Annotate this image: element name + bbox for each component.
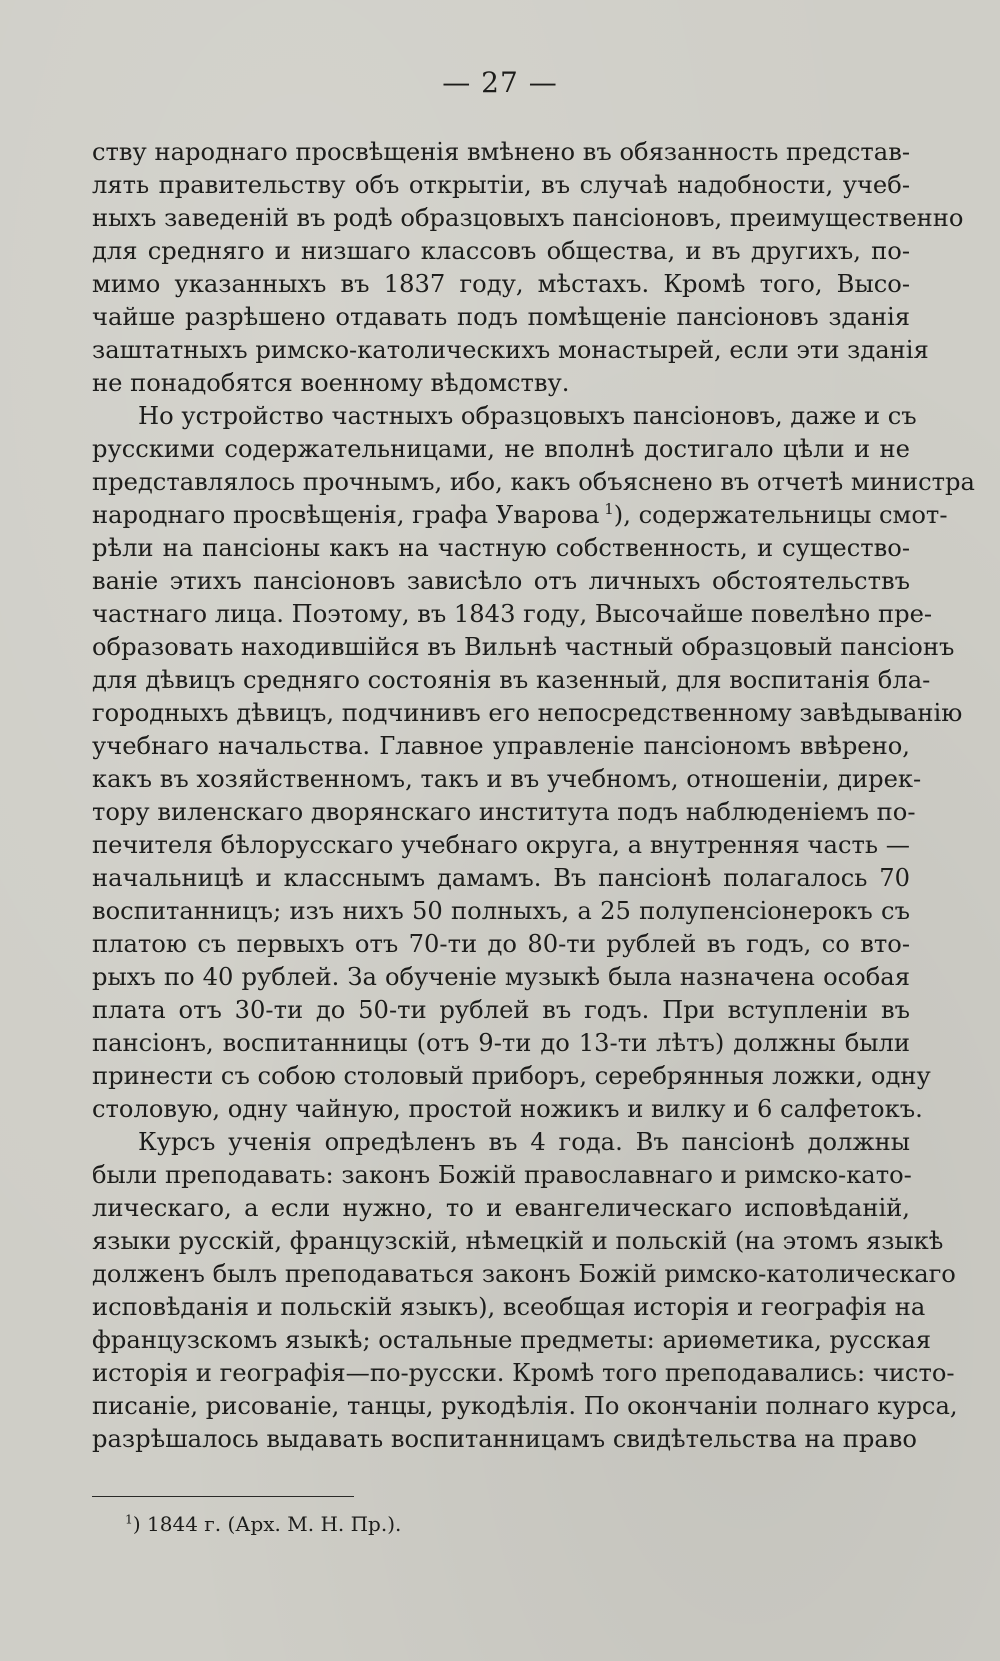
text-fragment: народнаго просвѣщенія, графа Уварова [92, 501, 600, 529]
text-line: французскомъ языкѣ; остальные предметы: ариѳметика, русская [92, 1326, 932, 1354]
page-number: — 27 — [442, 66, 558, 99]
text-line-with-footnote-ref [92, 499, 948, 532]
paragraph-start-line: Но устройство частныхъ образцовыхъ пансіоновъ, даже и съ [138, 402, 917, 430]
text-line: для дѣвицъ средняго состоянія въ казенный, для воспитанія бла- [92, 666, 931, 694]
footnote [125, 1512, 401, 1536]
text-line: лять правительству объ открытіи, въ случаѣ надобности, учеб- [92, 171, 910, 199]
text-line: не понадобятся военному вѣдомству. [92, 369, 570, 397]
text-line: принести съ собою столовый приборъ, серебрянныя ложки, одну [92, 1062, 931, 1090]
paragraph-start-line: Курсъ ученія опредѣленъ въ 4 года. Въ пансіонѣ должны [138, 1128, 910, 1156]
footnote-divider [92, 1496, 354, 1497]
text-line: русскими содержательницами, не вполнѣ достигало цѣли и не [92, 435, 910, 463]
text-line: ныхъ заведеній въ родѣ образцовыхъ пансіоновъ, преимущественно [92, 204, 964, 232]
text-line: городныхъ дѣвицъ, подчинивъ его непосредственному завѣдыванію [92, 699, 963, 727]
text-line: мимо указанныхъ въ 1837 году, мѣстахъ. Кромѣ того, Высо- [92, 270, 910, 298]
text-line: ваніе этихъ пансіоновъ зависѣло отъ личныхъ обстоятельствъ [92, 567, 910, 595]
text-line: какъ въ хозяйственномъ, такъ и въ учебномъ, отношеніи, дирек- [92, 765, 922, 793]
text-line: начальницѣ и класснымъ дамамъ. Въ пансіонѣ полагалось 70 [92, 864, 910, 892]
text-line: столовую, одну чайную, простой ножикъ и вилку и 6 салфетокъ. [92, 1095, 923, 1123]
main-text [92, 136, 975, 1456]
footnote-mark: 1 [125, 1511, 133, 1527]
text-line: рыхъ по 40 рублей. За обученіе музыкѣ была назначена особая [92, 963, 910, 991]
text-line: пансіонъ, воспитанницы (отъ 9-ти до 13-ти лѣтъ) должны были [92, 1029, 910, 1057]
text-line: долженъ былъ преподаваться законъ Божій римско-католическаго [92, 1260, 956, 1288]
text-line: были преподавать: законъ Божій православнаго и римско-като- [92, 1161, 912, 1189]
text-line: рѣли на пансіоны какъ на частную собственность, и существо- [92, 534, 910, 562]
text-line: представлялось прочнымъ, ибо, какъ объяснено въ отчетѣ министра [92, 468, 975, 496]
text-line: плата отъ 30-ти до 50-ти рублей въ годъ. При вступленіи въ [92, 996, 910, 1024]
text-line: образовать находившійся въ Вильнѣ частный образцовый пансіонъ [92, 633, 955, 661]
text-line: лическаго, а если нужно, то и евангелическаго исповѣданій, [92, 1194, 910, 1222]
text-line: исповѣданія и польскій языкъ), всеобщая исторія и географія на [92, 1293, 926, 1321]
text-line: языки русскій, французскій, нѣмецкій и польскій (на этомъ языкѣ [92, 1227, 944, 1255]
text-line: чайше разрѣшено отдавать подъ помѣщеніе пансіоновъ зданія [92, 303, 910, 331]
text-line: писаніе, рисованіе, танцы, рукодѣлія. По окончаніи полнаго курса, [92, 1392, 958, 1420]
text-line: платою съ первыхъ отъ 70-ти до 80-ти рублей въ годъ, со вто- [92, 930, 910, 958]
footnote-reference: 1 [604, 499, 614, 518]
text-line: разрѣшалось выдавать воспитанницамъ свидѣтельства на право [92, 1425, 917, 1453]
text-line: воспитанницъ; изъ нихъ 50 полныхъ, а 25 полупенсіонерокъ съ [92, 897, 910, 925]
text-line: заштатныхъ римско-католическихъ монастырей, если эти зданія [92, 336, 929, 364]
text-line: частнаго лица. Поэтому, въ 1843 году, Высочайше повелѣно пре- [92, 600, 933, 628]
text-line: печителя бѣлорусскаго учебнаго округа, а внутренняя часть — [92, 831, 910, 859]
text-fragment: ), содержательницы смот- [613, 501, 948, 529]
text-line: ству народнаго просвѣщенія вмѣнено въ обязанность представ- [92, 138, 910, 166]
text-line: исторія и географія—по-русски. Кромѣ того преподавались: чисто- [92, 1359, 955, 1387]
text-line: учебнаго начальства. Главное управленіе пансіономъ ввѣрено, [92, 732, 910, 760]
text-line: тору виленскаго дворянскаго института подъ наблюденіемъ по- [92, 798, 916, 826]
footnote-text: ) 1844 г. (Арх. М. Н. Пр.). [132, 1512, 402, 1536]
text-line: для средняго и низшаго классовъ общества, и въ другихъ, по- [92, 237, 910, 265]
